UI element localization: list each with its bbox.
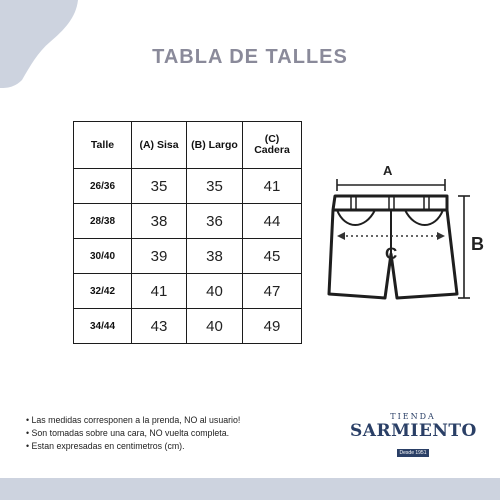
row-talle: 28/38 — [74, 204, 132, 239]
brand-top-text: TIENDA — [390, 412, 436, 421]
cell-largo: 36 — [187, 204, 243, 239]
size-table — [73, 121, 302, 344]
cell-largo: 38 — [187, 239, 243, 274]
header-talle: Talle — [74, 122, 132, 169]
header-cadera — [243, 122, 302, 169]
label-c: C — [385, 244, 398, 263]
measure-b-arrow — [458, 196, 470, 298]
cell-largo: 35 — [187, 169, 243, 204]
table-header-row — [74, 122, 302, 169]
table-row — [74, 169, 302, 204]
row-talle: 34/44 — [74, 309, 132, 344]
cell-largo: 40 — [187, 309, 243, 344]
page-title: TABLA DE TALLES — [152, 46, 348, 68]
decorative-blob — [0, 0, 80, 90]
shorts-diagram — [325, 168, 475, 308]
header-cadera-text: (C) Cadera — [254, 133, 290, 156]
row-talle: 26/36 — [74, 169, 132, 204]
label-a: A — [383, 163, 393, 178]
note-item: • Estan expresadas en centimetros (cm). — [26, 441, 185, 451]
cell-sisa: 38 — [132, 204, 187, 239]
cell-sisa: 35 — [132, 169, 187, 204]
row-talle: 32/42 — [74, 274, 132, 309]
cell-cadera: 47 — [243, 274, 302, 309]
bottom-bar — [0, 478, 500, 500]
brand-logo — [350, 412, 476, 459]
measure-a-arrow — [337, 179, 445, 191]
cell-cadera: 41 — [243, 169, 302, 204]
cell-cadera: 45 — [243, 239, 302, 274]
cell-cadera: 44 — [243, 204, 302, 239]
header-largo: (B) Largo — [187, 122, 243, 169]
table-row — [74, 239, 302, 274]
cell-largo: 40 — [187, 274, 243, 309]
cell-sisa: 43 — [132, 309, 187, 344]
table-row — [74, 204, 302, 239]
cell-cadera: 49 — [243, 309, 302, 344]
row-talle: 30/40 — [74, 239, 132, 274]
table-row — [74, 274, 302, 309]
table-row — [74, 309, 302, 344]
label-b: B — [471, 234, 484, 254]
notes-list — [26, 414, 240, 453]
note-item: • Son tomadas sobre una cara, NO vuelta completa. — [26, 428, 230, 438]
cell-sisa: 39 — [132, 239, 187, 274]
cell-sisa: 41 — [132, 274, 187, 309]
brand-name: SARMIENTO — [350, 421, 477, 441]
note-item: • Las medidas corresponen a la prenda, NO al usuario! — [26, 415, 241, 425]
header-sisa: (A) Sisa — [132, 122, 187, 169]
brand-tagline: Desde 1951 — [397, 449, 430, 457]
